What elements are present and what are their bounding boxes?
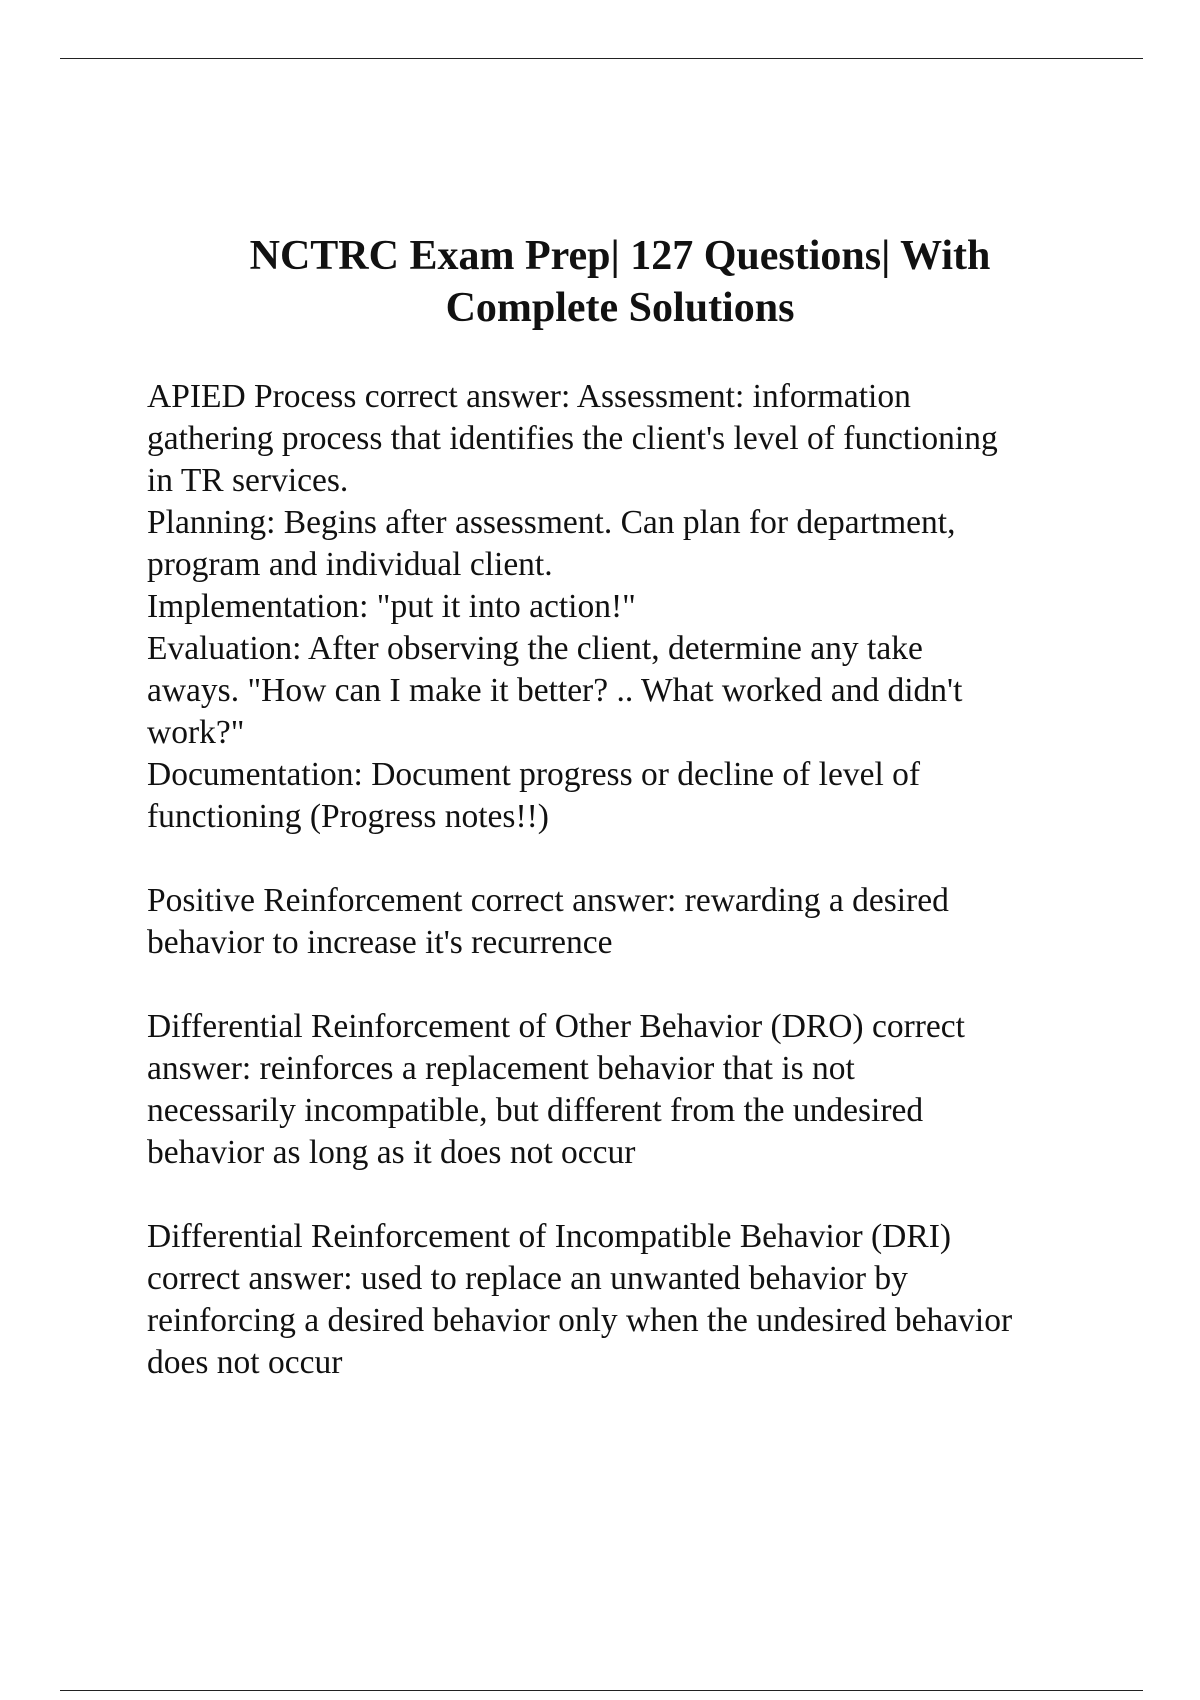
entry-text-line: does not occur bbox=[147, 1344, 343, 1381]
qa-entry bbox=[147, 376, 1157, 838]
entry-text-line: behavior to increase it's recurrence bbox=[147, 924, 613, 961]
entry-text-line: Differential Reinforcement of Incompatible Behavior (DRI) bbox=[147, 1218, 952, 1255]
entry-text-line: APIED Process correct answer: Assessment: information bbox=[147, 378, 911, 415]
entry-text-line: Documentation: Document progress or decline of level of bbox=[147, 756, 921, 793]
title-line: Complete Solutions bbox=[445, 285, 795, 331]
entry-text-line: correct answer: used to replace an unwanted behavior by bbox=[147, 1260, 908, 1297]
footer-rule bbox=[60, 1690, 1143, 1691]
entry-text-line: Differential Reinforcement of Other Behavior (DRO) correct bbox=[147, 1008, 965, 1045]
entry-text-line: Planning: Begins after assessment. Can plan for department, bbox=[147, 504, 956, 541]
entry-text-line: program and individual client. bbox=[147, 546, 553, 583]
entry-text-line: Positive Reinforcement correct answer: rewarding a desired bbox=[147, 882, 949, 919]
entry-text-line: reinforcing a desired behavior only when the undesired behavior bbox=[147, 1302, 1013, 1339]
document-title bbox=[0, 230, 1200, 334]
entry-text-line: Evaluation: After observing the client, determine any take bbox=[147, 630, 923, 667]
entry-text-line: behavior as long as it does not occur bbox=[147, 1134, 636, 1171]
document-body bbox=[147, 376, 1157, 1426]
header-rule bbox=[60, 58, 1143, 59]
entry-text-line: gathering process that identifies the client's level of functioning bbox=[147, 420, 998, 457]
entry-text-line: work?" bbox=[147, 714, 245, 751]
entry-text-line: necessarily incompatible, but different from the undesired bbox=[147, 1092, 924, 1129]
qa-entry bbox=[147, 880, 1157, 964]
entry-text-line: answer: reinforces a replacement behavior that is not bbox=[147, 1050, 855, 1087]
qa-entry bbox=[147, 1006, 1157, 1174]
entry-text-line: Implementation: "put it into action!" bbox=[147, 588, 636, 625]
entry-text-line: functioning (Progress notes!!) bbox=[147, 798, 549, 835]
entry-text-line: in TR services. bbox=[147, 462, 349, 499]
entry-text-line: aways. "How can I make it better? .. What worked and didn't bbox=[147, 672, 963, 709]
title-line: NCTRC Exam Prep| 127 Questions| With bbox=[249, 233, 991, 279]
qa-entry bbox=[147, 1216, 1157, 1384]
